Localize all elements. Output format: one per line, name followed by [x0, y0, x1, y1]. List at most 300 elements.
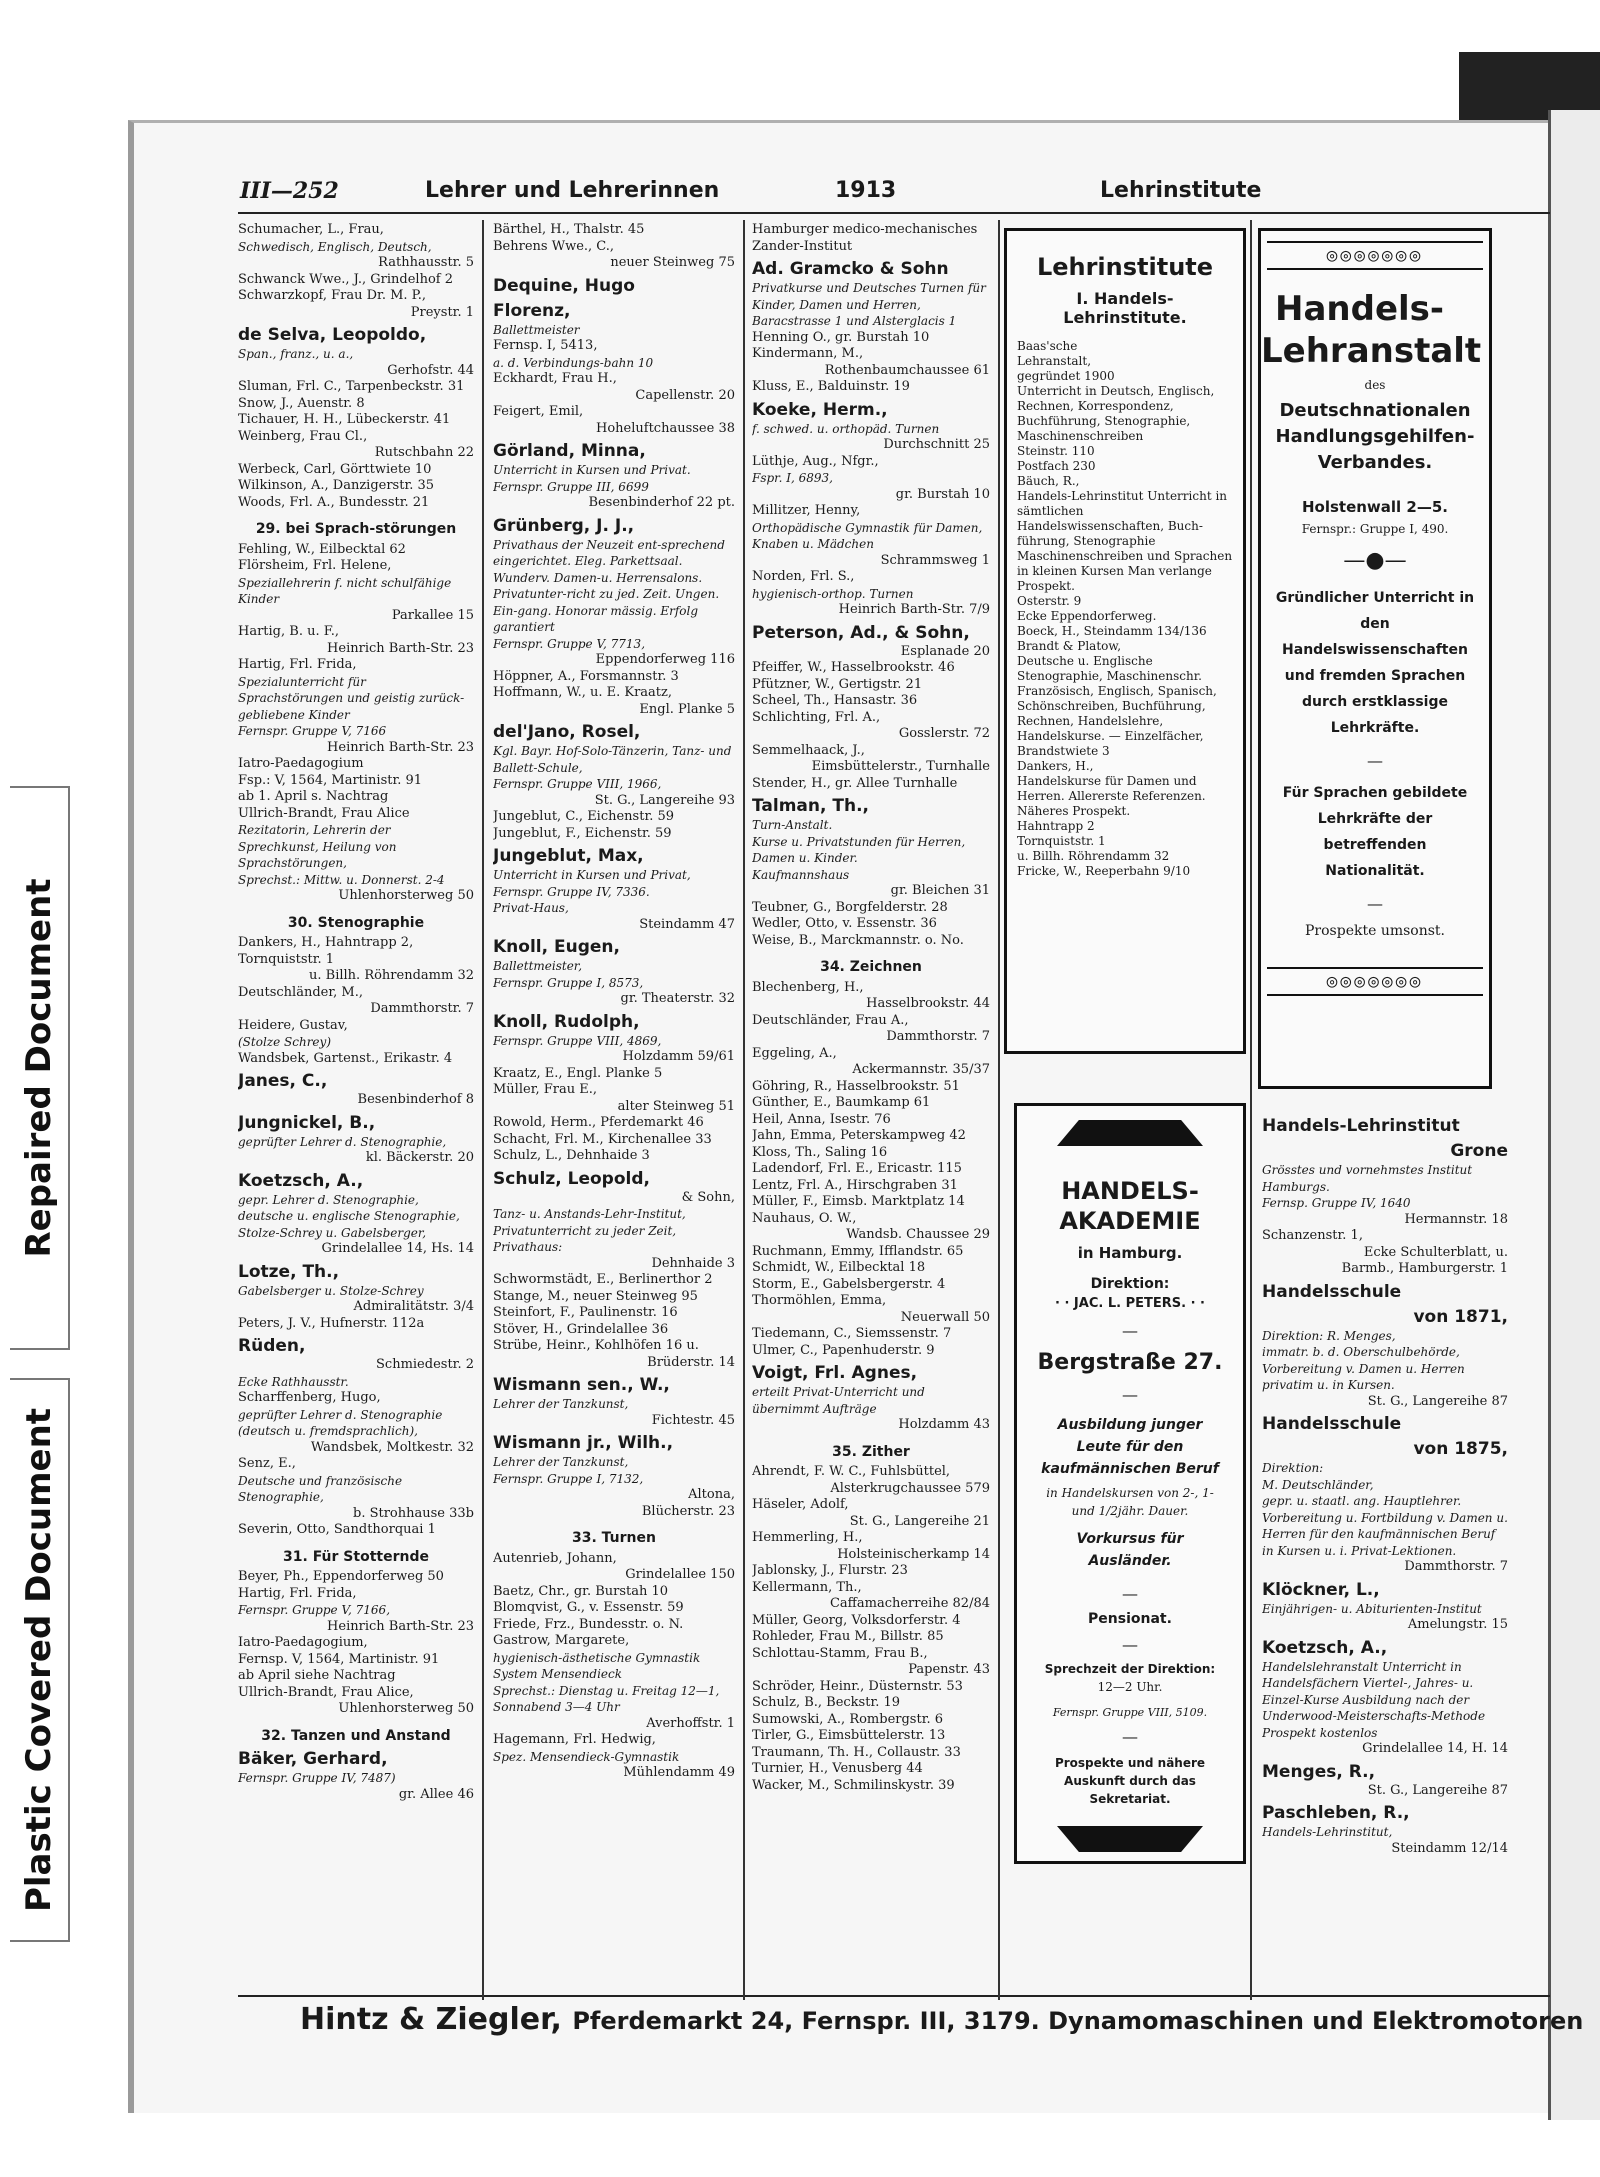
entry-address: neuer Steinweg 75	[610, 255, 735, 270]
entry-address: Wandsbek, Moltkestr. 32	[310, 1439, 474, 1455]
entry-name: Handelsschule	[1262, 1281, 1402, 1302]
entry-name: Rüden,	[238, 1336, 306, 1356]
entry-address: Schrammsweg 1	[880, 552, 990, 568]
entry-text: Dankers, H., Hahntrapp 2,	[238, 935, 414, 950]
entry-text: Müller, Georg, Volksdorferstr. 4	[752, 1612, 961, 1628]
lehrinstitute-box	[1004, 228, 1246, 1054]
footer-details: Pferdemarkt 24, Fernspr. III, 3179. Dynamomaschinen und Elektromotoren	[572, 2007, 1584, 2035]
entry-address: Holzdamm 43	[898, 1417, 990, 1432]
entry-description: Privathaus der Neuzeit ent-sprechend eingerichtet. Eleg. Parkettsaal. Wunderv. Damen-u. Herrensalons. Privatunter-richt zu jed. Zeit. Ungen. Ein-gang. Honorar mässig. Erfolg garantiert	[493, 537, 725, 634]
entry-description: Handelskurse für Damen und Herren. Allererste Referenzen. Näheres Prospekt.	[1017, 774, 1206, 818]
entry-address: Schmiedestr. 2	[376, 1357, 474, 1372]
entry-description: Fernspr. Gruppe IV, 7487)	[238, 1771, 396, 1785]
entry-name: Jungnickel, B.,	[238, 1112, 376, 1133]
entry-address: b. Strohhause 33b	[353, 1505, 474, 1521]
ad3-hours: 12—2 Uhr.	[1097, 1680, 1163, 1694]
entry-address: Hasselbrookstr. 44	[866, 996, 990, 1011]
entry-address: gr. Burstah 10	[895, 486, 990, 502]
entry-address: Uhlenhorsterweg 50	[338, 888, 474, 903]
ad3-phone: Fernspr. Gruppe VIII, 5109.	[1052, 1706, 1208, 1719]
page-title: Lehrer und Lehrerinnen	[425, 178, 720, 203]
entry-text: Bärthel, H., Thalstr. 45	[493, 222, 645, 237]
entry-name: Schulz, Leopold,	[493, 1168, 650, 1189]
entry-text: Fsp.: V, 1564, Martinistr. 91	[238, 772, 423, 788]
entry-address: Hoheluftchaussee 38	[596, 420, 735, 436]
ad3-courses: in Handelskursen von 2-, 1- und 1/2jähr. Dauer.	[1046, 1486, 1214, 1518]
entry-description: Direktion: R. Menges,	[1262, 1328, 1396, 1343]
entry-address: St. G., Langereihe 87	[1367, 1393, 1508, 1409]
entry-text: Hartig, Frl. Frida,	[238, 1585, 357, 1601]
entry-text: Iatro-Paedagogium,	[238, 1635, 368, 1650]
entry-address: Brüderstr. 14	[647, 1354, 735, 1370]
entry-text: Hartig, B. u. F.,	[238, 624, 339, 639]
entry-text: Sluman, Frl. C., Tarpenbeckstr. 31	[238, 379, 465, 394]
ad2-divider: —●—	[1343, 548, 1407, 573]
entry-name: Knoll, Eugen,	[493, 937, 620, 957]
entry-name: Wismann sen., W.,	[493, 1375, 670, 1395]
entry-description: Spezialunterricht für Sprachstörungen und geistig zurück-gebliebene Kinder	[238, 674, 465, 722]
entry-text: Deutschländer, Frau A.,	[752, 1012, 909, 1028]
entry-description: Orthopädische Gymnastik für Damen, Knaben u. Mädchen	[752, 520, 983, 551]
entry-name: Dequine, Hugo	[493, 275, 635, 296]
entry-name: Menges, R.,	[1262, 1761, 1376, 1782]
page-year: 1913	[835, 178, 897, 203]
entry-text: Behrens Wwe., C.,	[493, 238, 615, 254]
ad3-direction-label: Direktion:	[1090, 1276, 1170, 1292]
ad2-phone: Fernspr.: Gruppe I, 490.	[1301, 522, 1449, 536]
entry-address: Steindamm 47	[639, 916, 735, 932]
repaired-document-label	[10, 786, 70, 1350]
entry-description: M. Deutschländer,	[1262, 1477, 1374, 1492]
entry-text: Turnier, H., Venusberg 44	[752, 1761, 923, 1776]
ad3-dash: —	[1122, 1385, 1138, 1404]
ad3-city: in Hamburg.	[1077, 1244, 1183, 1262]
entry-text: Baetz, Chr., gr. Burstah 10	[493, 1583, 669, 1599]
entry-description: Fernspr. Gruppe I, 7132,	[493, 1471, 644, 1486]
entry-address: Averhoffstr. 1	[646, 1715, 735, 1731]
entry-address: gr. Bleichen 31	[890, 883, 990, 898]
footer-advertisement	[300, 2002, 1583, 2037]
entry-name: Görland, Minna,	[493, 441, 646, 461]
entry-text: Gastrow, Margarete,	[493, 1633, 630, 1648]
ad2-title-2: Lehranstalt	[1261, 331, 1482, 371]
entry-description: hygienisch-orthop. Turnen	[752, 586, 914, 601]
entry-text: Jablonsky, J., Flurstr. 23	[752, 1563, 908, 1578]
entry-text: Severin, Otto, Sandthorquai 1	[238, 1522, 436, 1537]
entry-address: Besenbinderhof 8	[357, 1092, 474, 1107]
entry-name: von 1871,	[1413, 1306, 1508, 1327]
column-3	[752, 222, 990, 1992]
entry-name: del'Jano, Rosel,	[493, 722, 641, 742]
entry-address: Mühlendamm 49	[623, 1765, 735, 1780]
entry-text: Thormöhlen, Emma,	[752, 1293, 887, 1308]
entry-name: Knoll, Rudolph,	[493, 1011, 640, 1032]
entry-description: Einjährigen- u. Abiturienten-Institut	[1262, 1601, 1482, 1616]
entry-name: von 1875,	[1413, 1439, 1508, 1459]
entry-text: Eggeling, A.,	[752, 1045, 837, 1061]
entry-text: Ahrendt, F. W. C., Fuhlsbüttel,	[752, 1464, 951, 1479]
entry-text: Rohleder, Frau M., Billstr. 85	[752, 1629, 944, 1644]
entry-description: Privatkurse und Deutsches Turnen für Kinder, Damen und Herren,	[752, 281, 986, 312]
entry-description: Turn-Anstalt.	[752, 818, 833, 832]
entry-description: (Stolze Schrey)	[238, 1035, 331, 1049]
entry-description: Unterricht in Kursen und Privat.	[493, 463, 691, 477]
entry-description: immatr. b. d. Oberschulbehörde, Vorbereitung v. Damen u. Herren privatim u. in Kursen.	[1262, 1345, 1465, 1392]
entry-name: Bäker, Gerhard,	[238, 1749, 388, 1769]
section-heading: 31. Für Stotternde	[283, 1548, 429, 1565]
entry-text: Schwanck Wwe., J., Grindelhof 2	[238, 271, 453, 287]
entry-text: Schwormstädt, E., Berlinerthor 2	[493, 1272, 713, 1287]
lehrinstitute-subtitle: I. Handels-Lehrinstitute.	[1063, 289, 1187, 327]
entry-text: Hagemann, Frl. Hedwig,	[493, 1732, 656, 1747]
ad3-hours-label: Sprechzeit der Direktion:	[1044, 1662, 1216, 1676]
entry-address: Papenstr. 43	[908, 1662, 990, 1677]
entry-text: Tirler, G., Eimsbüttelerstr. 13	[752, 1728, 946, 1743]
entry-text: Hemmerling, H.,	[752, 1530, 863, 1545]
entry-address: Tornquiststr. 1	[1017, 834, 1106, 848]
entry-address: Altona,	[688, 1487, 735, 1502]
entry-description: Span., franz., u. a.,	[238, 347, 354, 361]
entry-name: Paschleben, R.,	[1262, 1803, 1410, 1823]
entry-description: gepr. Lehrer d. Stenographie, deutsche u. englische Stenographie, Stolze-Schrey u. Gabelsberger,	[238, 1192, 460, 1240]
entry-address: Steindamm 12/14	[1391, 1840, 1508, 1856]
entry-name: Brandt & Platow,	[1017, 639, 1122, 653]
entry-description: Postfach 230	[1017, 459, 1096, 473]
entry-address: Engl. Planke 5	[639, 701, 735, 717]
entry-address: Rutschbahn 22	[374, 445, 474, 460]
entry-address: Eppendorferweg 116	[595, 652, 735, 667]
entry-text: Schwarzkopf, Frau Dr. M. P.,	[238, 288, 427, 303]
entry-text: Weise, B., Marckmannstr. o. No.	[752, 932, 964, 948]
ad2-des: des	[1364, 378, 1386, 392]
ad3-top-ornament	[1057, 1120, 1203, 1146]
entry-address: St. G., Langereihe 21	[849, 1513, 990, 1529]
entry-text: Schulz, L., Dehnhaide 3	[493, 1148, 650, 1163]
ad2-organization: Deutschnationalen Handlungsgehilfen-Verbandes.	[1275, 400, 1475, 473]
entry-text: Friede, Frz., Bundesstr. o. N.	[493, 1616, 684, 1632]
column-divider	[482, 220, 484, 2000]
entry-text: Schumacher, L., Frau,	[238, 222, 384, 237]
entry-text: Müller, F., Eimsb. Marktplatz 14	[752, 1194, 965, 1209]
entry-address: Amelungstr. 15	[1407, 1617, 1508, 1632]
entry-text: Stender, H., gr. Allee Turnhalle	[752, 775, 958, 791]
entry-address: Heinrich Barth-Str. 23	[327, 640, 474, 656]
entry-name: Baas'sche	[1017, 339, 1078, 353]
entry-address: Osterstr. 9	[1017, 594, 1082, 608]
entry-description: f. schwed. u. orthopäd. Turnen	[752, 421, 940, 436]
entry-text: Weinberg, Frau Cl.,	[238, 428, 368, 444]
entry-description: geprüfter Lehrer d. Stenographie,	[238, 1134, 447, 1149]
ornament-border-bottom: ◎◎◎◎◎◎◎	[1267, 967, 1483, 996]
entry-text: Tichauer, H. H., Lübeckerstr. 41	[238, 412, 451, 427]
entry-description: Lehrer der Tanzkunst,	[493, 1455, 629, 1469]
ad3-training: Ausbildung junger Leute für den kaufmännischen Beruf	[1041, 1417, 1219, 1477]
entry-address: kl. Bäckerstr. 20	[365, 1150, 474, 1165]
entry-description: Privat-Haus,	[493, 901, 569, 915]
entry-text: Kluss, E., Balduinstr. 19	[752, 379, 910, 394]
page-number: III—252	[240, 178, 339, 204]
entry-text: Beyer, Ph., Eppendorferweg 50	[238, 1569, 444, 1584]
entry-text: Traumann, Th. H., Collaustr. 33	[752, 1744, 961, 1760]
entry-description: Sprechst.: Mittw. u. Donnerst. 2-4	[238, 872, 445, 887]
entry-address: Barmb., Hamburgerstr. 1	[1341, 1261, 1508, 1276]
entry-address: Ackermannstr. 35/37	[852, 1062, 990, 1077]
entry-description: Ballettmeister	[493, 322, 580, 337]
entry-text: Feigert, Emil,	[493, 404, 584, 419]
entry-address: Grindelallee 14, Hs. 14	[321, 1241, 474, 1256]
entry-address: Grindelallee 150	[625, 1567, 735, 1582]
entry-address: Admiralitätstr. 3/4	[353, 1299, 474, 1314]
entry-description: Direktion:	[1262, 1461, 1324, 1475]
entry-description: Fernspr. Gruppe VIII, 4869,	[493, 1033, 662, 1048]
entry-text: Kloss, Th., Saling 16	[752, 1144, 888, 1160]
entry-address: Gosslerstr. 72	[898, 726, 990, 741]
lehrinstitute-title: Lehrinstitute	[1036, 253, 1214, 281]
next-page-edge	[1548, 110, 1600, 2120]
entry-address: Capellenstr. 20	[635, 387, 735, 403]
entry-description: Speziallehrerin f. nicht schulfähige Kinder	[238, 575, 452, 606]
entry-address: Fichtestr. 45	[651, 1412, 735, 1428]
entry-text: Tiedemann, C., Siemssenstr. 7	[752, 1326, 952, 1341]
plastic-covered-text: Plastic Covered Document	[19, 1407, 59, 1913]
entry-address: u. Billh. Röhrendamm 32	[1017, 849, 1170, 863]
entry-description: Deutsche und französische Stenographie,	[238, 1473, 403, 1504]
entry-address: Neuerwall 50	[900, 1309, 990, 1325]
entry-description: hygienisch-ästhetische Gymnastik System Mensendieck	[493, 1650, 701, 1681]
entry-text: Steinfort, F., Paulinenstr. 16	[493, 1305, 678, 1320]
entry-description: Spez. Mensendieck-Gymnastik	[493, 1749, 680, 1764]
entry-text: Peters, J. V., Hufnerstr. 112a	[238, 1315, 425, 1331]
column-2	[493, 222, 735, 1992]
entry-text: Ulmer, C., Papenhuderstr. 9	[752, 1342, 935, 1358]
entry-description: Fernspr. Gruppe IV, 7336.	[493, 884, 650, 899]
entry-description: Lehrer der Tanzkunst,	[493, 1397, 629, 1411]
entry-text: Woods, Frl. A., Bundesstr. 21	[238, 494, 430, 510]
entry-address: gr. Allee 46	[398, 1786, 474, 1802]
section-heading: 35. Zither	[832, 1443, 910, 1460]
entry-text: Heil, Anna, Isestr. 76	[752, 1111, 891, 1127]
entry-text: Flörsheim, Frl. Helene,	[238, 558, 392, 573]
ad3-dash: —	[1122, 1584, 1138, 1603]
entry-text: Wacker, M., Schmilinskystr. 39	[752, 1777, 955, 1793]
ad2-text-2: Für Sprachen gebildete Lehrkräfte der betreffenden Nationalität.	[1282, 785, 1468, 879]
ad3-director: · · JAC. L. PETERS. · ·	[1055, 1296, 1205, 1311]
entry-address: Dehnhaide 3	[651, 1255, 735, 1271]
lehrinstitute-list	[1007, 339, 1243, 879]
entry-description: Ecke Rathhausstr.	[238, 1374, 349, 1389]
entry-address: St. G., Langereihe 93	[594, 792, 735, 808]
entry-address: Rothenbaumchaussee 61	[824, 362, 990, 378]
entry-description: geprüfter Lehrer d. Stenographie (deutsch u. fremdsprachlich),	[238, 1407, 443, 1438]
entry-description: Ballettmeister,	[493, 959, 583, 973]
entry-address: Caffamacherreihe 82/84	[829, 1596, 990, 1611]
entry-description: Fspr. I, 6893,	[752, 471, 833, 485]
ornament-border-top: ◎◎◎◎◎◎◎	[1267, 241, 1483, 270]
entry-address: Dammthorstr. 7	[370, 1001, 474, 1016]
footer-rule	[238, 1995, 1550, 1997]
entry-text: Hoffmann, W., u. E. Kraatz,	[493, 685, 672, 700]
entry-address: Dammthorstr. 7	[886, 1029, 990, 1044]
ad2-dash: —	[1367, 894, 1383, 913]
entry-description: Handels-Lehrinstitut Unterricht in sämtlichen Handelswissenschaften, Buch-führung, Stenographie Maschinenschreiben und Sprachen in kleinen Kursen Man verlange Prospekt.	[1017, 489, 1233, 593]
entry-description: Baracstrasse 1 und Alsterglacis 1	[752, 314, 957, 328]
entry-text: Schacht, Frl. M., Kirchenallee 33	[493, 1131, 712, 1147]
entry-text: Teubner, G., Borgfelderstr. 28	[752, 899, 948, 915]
entry-address: Grindelallee 14, H. 14	[1362, 1741, 1508, 1756]
entry-text: Wilkinson, A., Danzigerstr. 35	[238, 478, 435, 493]
entry-address: Preystr. 1	[410, 304, 474, 320]
entry-description: Fernsp. Gruppe IV, 1640	[1262, 1196, 1411, 1210]
entry-description: Fernspr. Gruppe III, 6699	[493, 479, 649, 494]
entry-text: Norden, Frl. S.,	[752, 569, 855, 584]
entry-text: Schmidt, W., Eilbecktal 18	[752, 1260, 926, 1275]
entry-name: Grünberg, J. J.,	[493, 515, 635, 536]
entry-text: Snow, J., Auenstr. 8	[238, 395, 365, 411]
entry-description: Fernspr. Gruppe V, 7166,	[238, 1603, 391, 1617]
entry-text: Iatro-Paedagogium	[238, 756, 364, 771]
entry-text: Fernsp. V, 1564, Martinistr. 91	[238, 1651, 440, 1667]
entry-name: Jungeblut, Max,	[493, 846, 644, 866]
entry-text: Rowold, Herm., Pferdemarkt 46	[493, 1115, 704, 1130]
column-divider	[1250, 220, 1252, 2000]
ad3-dash: —	[1122, 1727, 1138, 1746]
entry-name: Janes, C.,	[238, 1071, 328, 1091]
entry-description: Sprechst.: Dienstag u. Freitag 12—1, Sonnabend 3—4 Uhr	[493, 1683, 720, 1714]
entry-description: Grösstes und vornehmstes Institut Hamburgs.	[1262, 1163, 1473, 1194]
entry-address: Steinstr. 110	[1017, 444, 1095, 458]
entry-text: Storm, E., Gabelsbergerstr. 4	[752, 1276, 946, 1292]
entry-text: Ullrich-Brandt, Frau Alice,	[238, 1684, 414, 1700]
entry-address: Besenbinderhof 22 pt.	[588, 495, 735, 510]
entry-name: Voigt, Frl. Agnes,	[752, 1363, 918, 1383]
entry-description: Fernspr. Gruppe V, 7713,	[493, 636, 646, 651]
entry-address: Brandstwiete 3	[1017, 744, 1110, 758]
entry-text: Stange, M., neuer Steinweg 95	[493, 1288, 698, 1304]
ad2-prospekt: Prospekte umsonst.	[1305, 923, 1445, 939]
entry-name: Klöckner, L.,	[1262, 1579, 1380, 1600]
entry-description: gepr. u. staatl. ang. Hauptlehrer. Vorbereitung u. Fortbildung v. Damen u. Herren für den kaufmännischen Beruf in Kursen u. i. Privat-Lektionen.	[1262, 1494, 1508, 1558]
column-1	[238, 222, 474, 1992]
entry-text: Jungeblut, C., Eichenstr. 59	[493, 809, 675, 824]
page-header	[240, 178, 1262, 208]
entry-text: Strübe, Heinr., Kohlhöfen 16 u.	[493, 1338, 699, 1353]
entry-name: Dankers, H.,	[1017, 759, 1094, 773]
entry-text: Scheel, Th., Hansastr. 36	[752, 693, 918, 708]
entry-address: Hermannstr. 18	[1404, 1211, 1508, 1227]
entry-name: Lehranstalt,	[1017, 354, 1092, 368]
entry-text: Schröder, Heinr., Düsternstr. 53	[752, 1678, 963, 1694]
entry-text: Boeck, H., Steindamm 134/136	[1017, 624, 1207, 638]
entry-text: Fernsp. I, 5413,	[493, 338, 598, 353]
entry-text: Fricke, W., Reeperbahn 9/10	[1017, 864, 1191, 878]
ad3-foreigners: Vorkursus für Ausländer.	[1076, 1531, 1184, 1569]
entry-address: Esplanade 20	[900, 643, 990, 659]
entry-description: Fernspr. Gruppe I, 8573,	[493, 975, 644, 990]
entry-address: Wandsb. Chaussee 29	[846, 1227, 990, 1242]
entry-text: Schlichting, Frl. A.,	[752, 709, 881, 725]
entry-text: Wandsbek, Gartenst., Erikastr. 4	[238, 1050, 453, 1066]
column-divider	[998, 220, 1000, 2000]
entry-description: Schwedisch, Englisch, Deutsch,	[238, 239, 432, 254]
entry-description: Ecke Eppendorferweg.	[1017, 609, 1157, 623]
entry-description: erteilt Privat-Unterricht und übernimmt Aufträge	[752, 1385, 925, 1416]
section-title: Lehrinstitute	[1100, 178, 1262, 203]
entry-text: Scharffenberg, Hugo,	[238, 1390, 381, 1405]
entry-text: Hartig, Frl. Frida,	[238, 657, 357, 672]
column-4	[1262, 1112, 1508, 1992]
entry-description: Kurse u. Privatstunden für Herren, Damen u. Kinder.	[752, 834, 966, 865]
entry-text: Kindermann, M.,	[752, 346, 864, 361]
entry-text: Nauhaus, O. W.,	[752, 1210, 857, 1226]
entry-text: Semmelhaack, J.,	[752, 742, 865, 758]
entry-name: Talman, Th.,	[752, 796, 869, 816]
entry-description: a. d. Verbindungs-bahn 10	[493, 355, 654, 370]
entry-address: Uhlenhorsterweg 50	[338, 1701, 474, 1716]
ad3-pension: Pensionat.	[1088, 1611, 1172, 1627]
entry-description: Deutsche u. Englische Stenographie, Maschinenschr. Französisch, Englisch, Spanisch, Schönschreiben, Buchführung, Rechnen, Handelslehre, Handelskurse. — Einzelfächer,	[1017, 654, 1217, 743]
entry-text: Sumowski, A., Rombergstr. 6	[752, 1711, 944, 1727]
entry-text: Ladendorf, Frl. E., Ericastr. 115	[752, 1161, 962, 1176]
header-rule	[238, 212, 1550, 214]
entry-address: Heinrich Barth-Str. 7/9	[838, 602, 990, 617]
footer-firm: Hintz & Ziegler,	[300, 2002, 562, 2037]
entry-text: Fehling, W., Eilbecktal 62	[238, 541, 406, 557]
entry-address: alter Steinweg 51	[617, 1098, 735, 1114]
ad3-bottom-ornament	[1057, 1826, 1203, 1852]
entry-address: Eimsbüttelerstr., Turnhalle	[811, 759, 990, 774]
entry-name: Lotze, Th.,	[238, 1261, 340, 1282]
entry-address: Dammthorstr. 7	[1404, 1559, 1508, 1574]
ad3-dash: —	[1122, 1635, 1138, 1654]
entry-address: Hahntrapp 2	[1017, 819, 1095, 833]
entry-text: Wedler, Otto, v. Essenstr. 36	[752, 916, 937, 931]
entry-text: Ruchmann, Emmy, Ifflandstr. 65	[752, 1243, 964, 1259]
entry-text: Millitzer, Henny,	[752, 503, 861, 518]
entry-description: gegründet 1900	[1017, 369, 1115, 383]
entry-name: Ad. Gramcko & Sohn	[752, 259, 949, 279]
ad3-title: HANDELS-AKADEMIE	[1059, 1177, 1201, 1235]
entry-description: Gabelsberger u. Stolze-Schrey	[238, 1283, 424, 1298]
entry-name: Grone	[1450, 1141, 1508, 1161]
entry-name: Florenz,	[493, 300, 571, 321]
entry-text: Kraatz, E., Engl. Planke 5	[493, 1065, 663, 1081]
plastic-covered-label	[10, 1378, 70, 1942]
entry-description: Fernspr. Gruppe VIII, 1966,	[493, 777, 662, 791]
entry-address: Heinrich Barth-Str. 23	[327, 739, 474, 755]
entry-text: Schulz, B., Beckstr. 19	[752, 1695, 901, 1710]
entry-text: Eckhardt, Frau H.,	[493, 371, 617, 386]
entry-text: Höppner, A., Forsmannstr. 3	[493, 668, 679, 684]
entry-text: Müller, Frau E.,	[493, 1082, 597, 1097]
ad2-dash: —	[1367, 751, 1383, 770]
entry-description: Fernspr. Gruppe V, 7166	[238, 724, 387, 738]
entry-text: Deutschländer, M.,	[238, 984, 363, 1000]
entry-text: ab 1. April s. Nachtrag	[238, 789, 389, 804]
entry-description: Kgl. Bayr. Hof-Solo-Tänzerin, Tanz- und Ballett-Schule,	[493, 744, 732, 775]
entry-text: Schanzenstr. 1,	[1262, 1228, 1363, 1243]
ad3-dash: —	[1122, 1321, 1138, 1340]
entry-text: Henning O., gr. Burstah 10	[752, 329, 930, 345]
entry-text: Häseler, Adolf,	[752, 1497, 849, 1512]
entry-text: Kellermann, Th.,	[752, 1579, 862, 1595]
entry-name: Handels-Lehrinstitut	[1262, 1116, 1460, 1136]
entry-name: Koeke, Herm.,	[752, 399, 888, 420]
entry-text: Pfeiffer, W., Hasselbrookstr. 46	[752, 660, 955, 675]
entry-text: Lentz, Frl. A., Hirschgraben 31	[752, 1177, 958, 1193]
entry-address: Gerhofstr. 44	[387, 362, 474, 378]
entry-description: Unterricht in Kursen und Privat,	[493, 868, 691, 882]
entry-text: Hamburger medico-mechanisches Zander-Institut	[752, 222, 978, 254]
